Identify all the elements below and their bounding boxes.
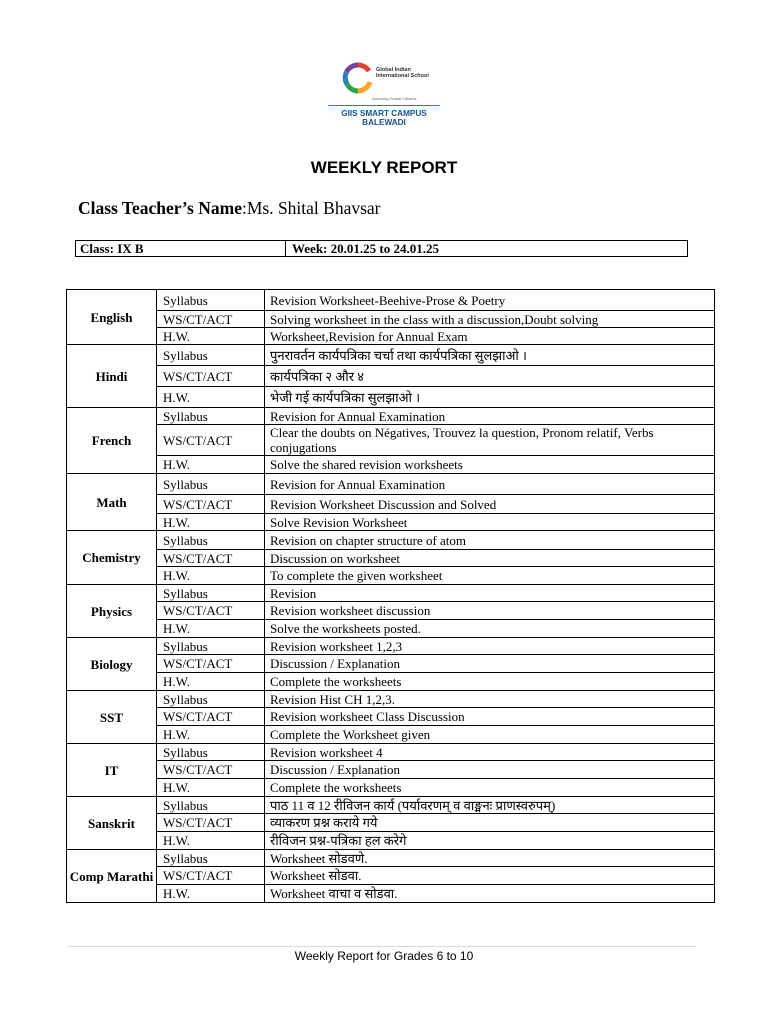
activity-description: Solving worksheet in the class with a discussion,Doubt solving xyxy=(265,311,715,328)
activity-type: WS/CT/ACT xyxy=(157,814,265,832)
activity-description: Worksheet वाचा व सोडवा. xyxy=(265,885,715,903)
activity-type: H.W. xyxy=(157,885,265,903)
subject-name: Comp Marathi xyxy=(67,850,157,903)
activity-type: Syllabus xyxy=(157,744,265,761)
footer-divider xyxy=(68,946,696,947)
activity-type: WS/CT/ACT xyxy=(157,602,265,620)
activity-description: Solve the worksheets posted. xyxy=(265,620,715,638)
activity-description: Complete the Worksheet given xyxy=(265,726,715,744)
table-row xyxy=(67,655,715,673)
giis-logo-icon xyxy=(342,62,374,94)
week-label: Week: 20.01.25 to 24.01.25 xyxy=(292,241,439,256)
table-row xyxy=(67,311,715,328)
table-row xyxy=(67,474,715,495)
table-row xyxy=(67,345,715,366)
table-row xyxy=(67,495,715,514)
subject-name: Math xyxy=(67,474,157,531)
subject-name: SST xyxy=(67,691,157,744)
campus-name xyxy=(326,109,442,127)
logo-divider xyxy=(328,105,440,106)
table-row xyxy=(67,387,715,408)
page-title: WEEKLY REPORT xyxy=(310,158,458,177)
activity-type: Syllabus xyxy=(157,408,265,425)
activity-description: Worksheet,Revision for Annual Exam xyxy=(265,328,715,345)
activity-description: पाठ 11 व 12 रीविजन कार्य (पर्यावरणम् व वाङ्मनः प्राणस्वरुपम्) xyxy=(265,797,715,814)
activity-type: Syllabus xyxy=(157,474,265,495)
activity-type: H.W. xyxy=(157,832,265,850)
table-row xyxy=(67,832,715,850)
activity-description: Clear the doubts on Négatives, Trouvez la question, Pronom relatif, Verbs conjugations xyxy=(265,425,715,456)
activity-type: WS/CT/ACT xyxy=(157,550,265,567)
table-row xyxy=(67,514,715,531)
activity-type: Syllabus xyxy=(157,797,265,814)
table-row xyxy=(67,550,715,567)
weekly-report-body xyxy=(67,290,715,903)
table-row xyxy=(67,708,715,726)
activity-type: H.W. xyxy=(157,673,265,691)
subject-name: Physics xyxy=(67,585,157,638)
school-logo xyxy=(326,60,442,130)
activity-type: Syllabus xyxy=(157,691,265,708)
subject-name: French xyxy=(67,408,157,474)
activity-description: Revision worksheet 4 xyxy=(265,744,715,761)
teacher-label: Class Teacher’s Name xyxy=(78,198,242,218)
activity-description: Discussion on worksheet xyxy=(265,550,715,567)
activity-description: Complete the worksheets xyxy=(265,779,715,797)
activity-description: Revision worksheet 1,2,3 xyxy=(265,638,715,655)
subject-name: IT xyxy=(67,744,157,797)
activity-description: Discussion / Explanation xyxy=(265,655,715,673)
subject-name: Chemistry xyxy=(67,531,157,585)
activity-type: Syllabus xyxy=(157,345,265,366)
activity-type: Syllabus xyxy=(157,850,265,867)
activity-description: रीविजन प्रश्न-पत्रिका हल करेगे xyxy=(265,832,715,850)
table-row xyxy=(67,290,715,311)
activity-description: Revision Worksheet Discussion and Solved xyxy=(265,495,715,514)
teacher-name: :Ms. Shital Bhavsar xyxy=(241,198,381,218)
table-row xyxy=(67,602,715,620)
activity-type: Syllabus xyxy=(157,290,265,311)
school-name: Global Indian International School xyxy=(376,67,429,79)
subject-name: English xyxy=(67,290,157,345)
subject-name: Hindi xyxy=(67,345,157,408)
activity-description: कार्यपत्रिका २ और ४ xyxy=(265,366,715,387)
subject-name: Biology xyxy=(67,638,157,691)
activity-description: Revision on chapter structure of atom xyxy=(265,531,715,550)
activity-type: WS/CT/ACT xyxy=(157,366,265,387)
school-tagline: Nurturing Global Citizens xyxy=(372,96,417,101)
activity-description: Worksheet सोडवणे. xyxy=(265,850,715,867)
activity-type: H.W. xyxy=(157,328,265,345)
activity-type: H.W. xyxy=(157,726,265,744)
campus-line-1: GIIS SMART CAMPUS xyxy=(341,109,427,118)
activity-type: WS/CT/ACT xyxy=(157,761,265,779)
table-row xyxy=(67,726,715,744)
table-row xyxy=(67,744,715,761)
activity-type: H.W. xyxy=(157,620,265,638)
activity-description: Solve Revision Worksheet xyxy=(265,514,715,531)
activity-description: To complete the given worksheet xyxy=(265,567,715,585)
table-row xyxy=(67,885,715,903)
class-week-box xyxy=(75,240,688,257)
table-row xyxy=(67,797,715,814)
activity-type: H.W. xyxy=(157,567,265,585)
table-row xyxy=(67,456,715,474)
table-row xyxy=(67,761,715,779)
table-row xyxy=(67,691,715,708)
table-row xyxy=(67,638,715,655)
activity-type: Syllabus xyxy=(157,585,265,602)
page-footer: Weekly Report for Grades 6 to 10 xyxy=(294,949,474,963)
table-row xyxy=(67,531,715,550)
activity-description: भेजी गई कार्यपत्रिका सुलझाओ । xyxy=(265,387,715,408)
activity-type: WS/CT/ACT xyxy=(157,425,265,456)
activity-type: Syllabus xyxy=(157,638,265,655)
activity-description: Revision worksheet discussion xyxy=(265,602,715,620)
weekly-report-table xyxy=(66,289,715,903)
class-label: Class: IX B xyxy=(80,241,144,256)
class-teacher-line xyxy=(78,198,381,219)
table-row xyxy=(67,585,715,602)
activity-type: H.W. xyxy=(157,514,265,531)
activity-type: WS/CT/ACT xyxy=(157,655,265,673)
activity-description: Revision xyxy=(265,585,715,602)
activity-type: WS/CT/ACT xyxy=(157,311,265,328)
activity-type: WS/CT/ACT xyxy=(157,708,265,726)
table-row xyxy=(67,328,715,345)
table-row xyxy=(67,867,715,885)
activity-description: Revision Worksheet-Beehive-Prose & Poetry xyxy=(265,290,715,311)
activity-type: H.W. xyxy=(157,456,265,474)
class-week-divider xyxy=(285,241,286,256)
activity-description: Discussion / Explanation xyxy=(265,761,715,779)
activity-description: Solve the shared revision worksheets xyxy=(265,456,715,474)
activity-description: Revision for Annual Examination xyxy=(265,408,715,425)
table-row xyxy=(67,779,715,797)
activity-description: Revision Hist CH 1,2,3. xyxy=(265,691,715,708)
activity-description: Worksheet सोडवा. xyxy=(265,867,715,885)
activity-description: Revision worksheet Class Discussion xyxy=(265,708,715,726)
table-row xyxy=(67,673,715,691)
activity-type: WS/CT/ACT xyxy=(157,867,265,885)
table-row xyxy=(67,620,715,638)
table-row xyxy=(67,366,715,387)
campus-line-2: BALEWADI xyxy=(362,118,406,127)
table-row xyxy=(67,425,715,456)
subject-name: Sanskrit xyxy=(67,797,157,850)
table-row xyxy=(67,850,715,867)
activity-type: WS/CT/ACT xyxy=(157,495,265,514)
activity-type: H.W. xyxy=(157,779,265,797)
activity-description: पुनरावर्तन कार्यपत्रिका चर्चा तथा कार्यपत्रिका सुलझाओ । xyxy=(265,345,715,366)
activity-description: Revision for Annual Examination xyxy=(265,474,715,495)
activity-type: H.W. xyxy=(157,387,265,408)
activity-type: Syllabus xyxy=(157,531,265,550)
activity-description: Complete the worksheets xyxy=(265,673,715,691)
table-row xyxy=(67,814,715,832)
table-row xyxy=(67,408,715,425)
table-row xyxy=(67,567,715,585)
activity-description: व्याकरण प्रश्न कराये गये xyxy=(265,814,715,832)
